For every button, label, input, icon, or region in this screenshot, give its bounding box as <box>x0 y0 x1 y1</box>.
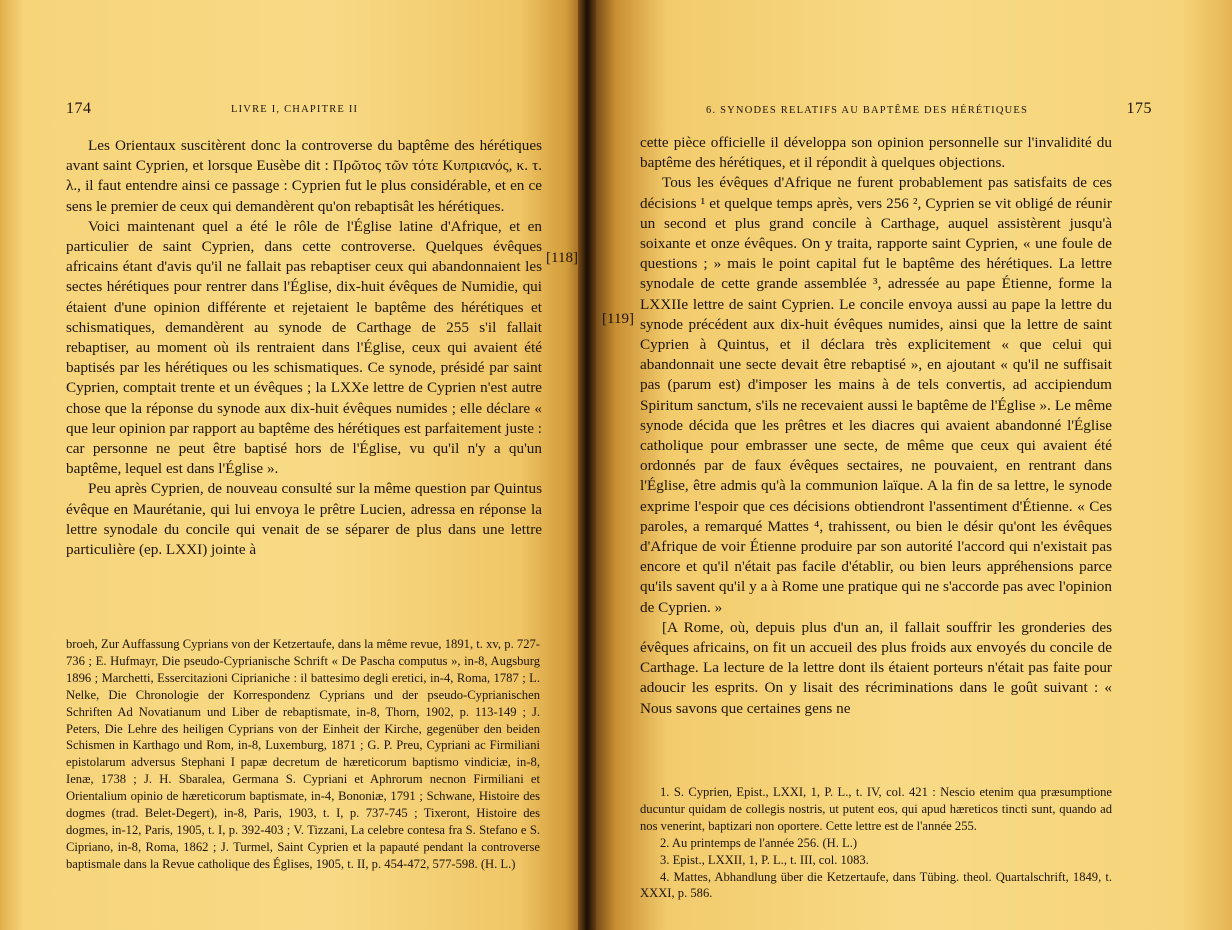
left-footnote-text: broeh, Zur Auffassung Cyprians von der Ketzertaufe, dans la même revue, 1891, t. xv, p. 727-736 ; E. Hufmayr, Die pseudo-Cyprianische Schrift « De Pascha computus », in-8, Augsburg 1896 ; Marchetti, Essercitazioni Ciprianiche : il battesimo degli eretici, in-4, Roma, 1787 ; L. Nelke, Die Chronologie der Korrespondenz Cyprians und der pseudo-Cyprianischen Schriften Ad Novatianum und Liber de rebaptismate, in-8, Thorn, 1902, p. 113-149 ; J. Peters, Die Lehre des heiligen Cyprians von der Einheit der Kirche, gegenüber den beiden Schismen in Karthago und Rom, in-8, Luxemburg, 1871 ; G. P. Preu, Cypriani ac Firmiliani epistolarum adversus Stephani I papæ decretum de hæreticorum baptismo vindiciæ, in-8, Ienæ, 1738 ; J. H. Sbaralea, Germana S. Cypriani et Aphrorum necnon Firmiliani et Orientalium opinio de hæreticorum baptismate, in-4, Bononiæ, 1791 ; Schwane, Histoire des dogmes (trad. Belet-Degert), in-8, Paris, 1903, t. I, p. 737-745 ; Tixeront, Histoire des dogmes, in-12, Paris, 1905, t. I, p. 392-403 ; V. Tizzani, La celebre contesa fra S. Stefano e S. Cipriano, in-8, Roma, 1862 ; J. Turmel, Saint Cyprien et la papauté pendant la controverse baptismale dans la Revue catholique des Églises, 1905, t. II, p. 454-472, 577-598. (H. L.) <box>66 637 540 871</box>
left-page-number: 174 <box>66 100 92 117</box>
right-running-head: 6. SYNODES RELATIFS AU BAPTÊME DES HÉRÉTIQUES <box>706 105 1029 116</box>
margin-marker-118: [118] <box>546 250 578 266</box>
right-body-text <box>640 133 1112 719</box>
right-paragraph: Tous les évêques d'Afrique ne furent probablement pas satisfaits de ces décisions ¹ et quelque temps après, vers 256 ², Cyprien se vit obligé de réunir un second et plus grand concile à Carthage, auquel assistèrent jusqu'à soixante et onze évêques. On y traita, rapporte saint Cyprien, « une foule de questions ; » mais le point capital fut le baptême des hérétiques. La lettre synodale de cette grande assemblée ³, adressée au pape Étienne, forme la LXXIIe lettre de saint Cyprien. Le concile envoya aussi au pape la lettre du synode précédent aux dix-huit évêques numides, ainsi que la lettre de saint Cyprien à Quintus, et il déclara très explicitement « que celui qui abandonnait une secte devait être rebaptisé », en ajoutant « qu'il ne suffisait pas (parum est) d'imposer les mains à de tels convertis, ad accipiendum Spiritum sanctum, s'ils ne recevaient aussi le baptême de l'Église ». Le même synode décida que les prêtres et les diacres qui avaient abandonné l'Église catholique pour embrasser une secte, de même que ceux qui avaient été ordonnés par de faux évêques sectaires, ne pouvaient, en rentrant dans l'Église, être admis qu'à la communion laïque. A la fin de sa lettre, le synode exprime l'espoir que ces décisions obtiendront l'assentiment d'Étienne. « Ces paroles, a remarqué Mattes ⁴, trahissent, ou bien le désir qu'ont les évêques d'Afrique de voir Étienne produire par son autorité l'accord qui n'existait pas encore et qu'il n'était pas facile d'établir, ou bien leurs appréhensions parce qu'ils savent qu'il y a à Rome une pratique qui ne s'accorde pas avec l'opinion de Cyprien. » <box>640 174 1112 616</box>
book-gutter <box>578 0 596 930</box>
margin-marker-119: [119] <box>602 311 634 327</box>
left-body-text <box>66 136 542 560</box>
right-paragraph: cette pièce officielle il développa son opinion personnelle sur l'invalidité du baptême des hérétiques, et il répondit à quelques objections. <box>640 134 1112 172</box>
left-paragraph: Les Orientaux suscitèrent donc la controverse du baptême des hérétiques avant saint Cyprien, et lorsque Eusèbe dit : Πρῶτος τῶν τότε Κυπριανός, κ. τ. λ., il faut entendre ainsi ce passage : Cyprien fut le plus considérable, et en ce sens le premier de ceux qui demandèrent qu'on rebaptisât les hérétiques. <box>66 137 542 215</box>
footnote-1: 1. S. Cyprien, Epist., LXXI, 1, P. L., t. IV, col. 421 : Nescio etenim qua præsumptione ducuntur quidam de collegis nostris, ut putent eos, qui apud hæreticos tincti sunt, quando ad nos venerint, baptizari non oportere. Cette lettre est de l'année 255. <box>640 785 1112 833</box>
right-page-number: 175 <box>1126 100 1152 117</box>
footnote-2: 2. Au printemps de l'année 256. (H. L.) <box>660 835 858 850</box>
footnote-3: 3. Epist., LXXII, 1, P. L., t. III, col. 1083. <box>660 852 869 867</box>
left-footnote <box>66 636 540 873</box>
left-paragraph: Voici maintenant quel a été le rôle de l'Église latine d'Afrique, et en particulier de saint Cyprien, dans cette controverse. Quelques évêques africains étant d'avis qu'il ne fallait pas rebaptiser ceux qui abandonnaient les sectes hérétiques pour rentrer dans l'Église, dix-huit évêques de Numidie, qui étaient d'une opinion différente et rejetaient le baptême des hérétiques et schismatiques, demandèrent au synode de Carthage de 255 s'il fallait rebaptiser, au moment où ils rentraient dans l'Église, ceux qui avaient été baptisés par les hérétiques ou les schismatiques. Ce synode, présidé par saint Cyprien, comptait trente et un évêques ; la LXXe lettre de Cyprien n'est autre chose que la réponse du synode aux dix-huit évêques numides ; elle déclare « que leur opinion par rapport au baptême des hérétiques est parfaitement juste : car personne ne peut être baptisé hors de l'Église, vu qu'il n'y a qu'un baptême, lequel est dans l'Église ». <box>66 217 542 478</box>
footnote-4: 4. Mattes, Abhandlung über die Ketzertaufe, dans Tübing. theol. Quartalschrift, 1849, t. XXXI, p. 586. <box>640 869 1112 901</box>
left-paragraph: Peu après Cyprien, de nouveau consulté sur la même question par Quintus évêque en Maurétanie, qui lui envoya le prêtre Lucien, adressa en réponse la lettre synodale du concile qui venait de se séparer de plus dans une lettre particulière (ep. LXXI) jointe à <box>66 480 542 559</box>
left-page <box>0 0 590 930</box>
right-paragraph: [A Rome, où, depuis plus d'un an, il fallait souffrir les gronderies des évêques africains, on fit un accueil des plus froids aux envoyés du concile de Carthage. La lecture de la lettre dont ils étaient porteurs n'était pas faite pour adoucir les esprits. On y lisait des récriminations dans le goût suivant : « Nous savons que certaines gens ne <box>640 618 1112 717</box>
left-running-head: LIVRE I, CHAPITRE II <box>231 104 359 115</box>
right-page <box>590 0 1232 930</box>
right-footnotes <box>640 784 1112 902</box>
